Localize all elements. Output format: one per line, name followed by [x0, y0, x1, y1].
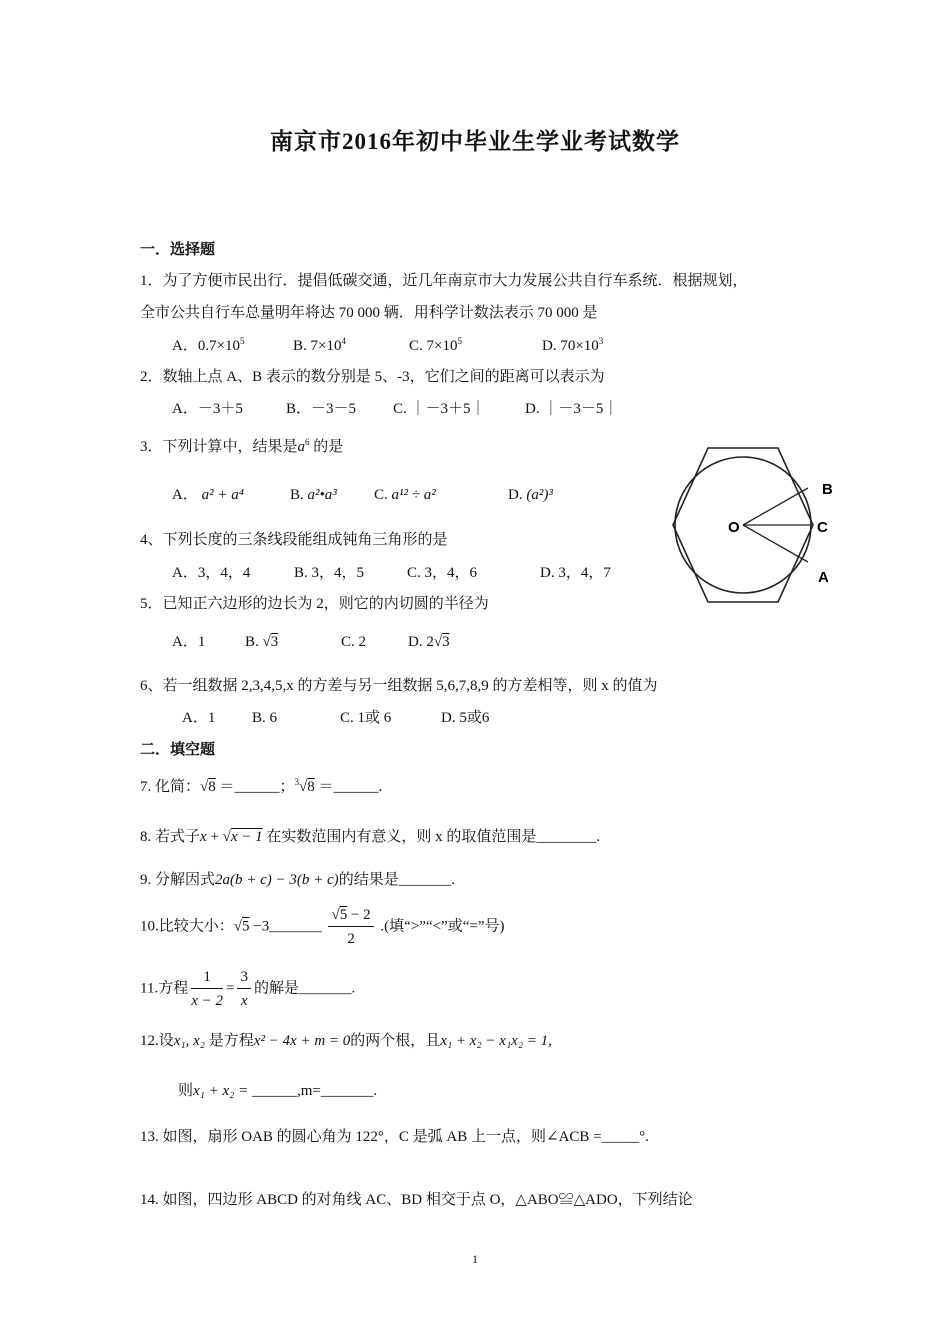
- q4-stem: 4、下列长度的三条线段能组成钝角三角形的是: [140, 532, 448, 548]
- q3-option-d: D. (a²)³: [508, 487, 553, 503]
- radius-ob: [743, 488, 808, 525]
- label-c: C: [817, 519, 828, 536]
- q8: 8. 若式子x + √x − 1 在实数范围内有意义，则 x 的取值范围是________.: [140, 829, 601, 845]
- label-o: O: [728, 519, 740, 536]
- section-heading-fill: 二．填空题: [140, 742, 216, 758]
- label-b: B: [822, 481, 833, 498]
- q13: 13. 如图，扇形 OAB 的圆心角为 122°，C 是弧 AB 上一点，则∠ACB =_____°.: [140, 1129, 649, 1145]
- q4-option-a: A．3，4，4: [172, 565, 251, 581]
- q5-option-d: D. 2√3: [408, 634, 450, 650]
- q5-stem: 5．已知正六边形的边长为 2，则它的内切圆的半径为: [140, 596, 489, 612]
- q1-option-b: B. $7\times 10^4$: [293, 336, 346, 354]
- q6-stem: 6、若一组数据 2,3,4,5,x 的方差与另一组数据 5,6,7,8,9 的方差相等，则 x 的值为: [140, 678, 658, 694]
- q2-option-d: D. ｜－3－5｜: [525, 401, 619, 417]
- radius-oa: [743, 525, 808, 562]
- q2-option-a: A．－3＋5: [172, 401, 243, 417]
- q10-fraction: $\frac{√5 - 2}{2}$: [328, 906, 373, 948]
- q4-option-b: B. 3，4，5: [294, 565, 365, 581]
- page-number: 1: [472, 1252, 478, 1266]
- section-heading-choice: 一．选择题: [140, 242, 216, 258]
- q14: 14. 如图，四边形 ABCD 的对角线 AC、BD 相交于点 O，△ABO≌△ADO，下列结论: [140, 1192, 693, 1208]
- q11-fraction-left: $\frac{1}{x - 2}$: [191, 969, 223, 1009]
- q2-option-c: C. ｜－3＋5｜: [393, 401, 486, 417]
- q7: 7. 化简：√8 ＝______；$^3$√8 ＝______.: [140, 777, 383, 795]
- q3-option-b: B. a²•a³: [290, 487, 337, 503]
- q1-option-a: A．$0.7\times 10^5$: [172, 336, 245, 354]
- q12-line1: 12.设x₁, x₂ 是方程x² − 4x + m = 0的两个根，且x₁ + x₂ − x₁x₂ = 1,: [140, 1033, 552, 1049]
- q2-option-b: B．－3－5: [286, 401, 357, 417]
- q1-option-c: C. $7\times 10^5$: [409, 336, 462, 354]
- q4-option-d: D. 3，4，7: [540, 565, 611, 581]
- q6-option-c: C. 1或 6: [340, 710, 392, 726]
- q4-option-c: C. 3，4，6: [407, 565, 478, 581]
- q12-line2: 则x₁ + x₂ = ______,m=_______.: [178, 1083, 378, 1099]
- q5-option-b: B. √3: [245, 634, 279, 650]
- label-a: A: [818, 569, 829, 586]
- q5-option-a: A．1: [172, 634, 206, 650]
- hexagon-incircle-figure: [668, 440, 843, 612]
- q11: 11.方程 $\frac{1}{x - 2}$ = $\frac{3}{x}$ 的解是_______.: [140, 969, 356, 1009]
- q1-option-d: D. $70\times 10^3$: [542, 336, 604, 354]
- q10: 10.比较大小：√5 −3_______ $\frac{√5 - 2}{2}$ .(填“>”“<”或“=”号): [140, 907, 505, 947]
- q2-stem: 2．数轴上点 A、B 表示的数分别是 5、-3，它们之间的距离可以表示为: [140, 369, 605, 385]
- q3-stem: 3．下列计算中，结果是$a^6$ 的是: [140, 437, 344, 455]
- q1-stem-line2: 全市公共自行车总量明年将达 70 000 辆．用科学计数法表示 70 000 是: [140, 305, 598, 321]
- q11-fraction-right: $\frac{3}{x}$: [237, 968, 251, 1010]
- q1-stem-line1: 1．为了方便市民出行．提倡低碳交通，近几年南京市大力发展公共自行车系统．根据规划，: [140, 273, 748, 289]
- page-title: 南京市2016年初中毕业生学业考试数学: [270, 129, 680, 154]
- q6-option-d: D. 5或6: [441, 710, 490, 726]
- q5-option-c: C. 2: [341, 634, 367, 650]
- q3-option-c: C. a¹² ÷ a²: [374, 487, 436, 503]
- q9: 9. 分解因式2a(b + c) − 3(b + c)的结果是_______.: [140, 872, 455, 888]
- q3-option-a: A． a² + a⁴: [172, 487, 244, 503]
- q6-option-a: A．1: [182, 710, 216, 726]
- q6-option-b: B. 6: [252, 710, 278, 726]
